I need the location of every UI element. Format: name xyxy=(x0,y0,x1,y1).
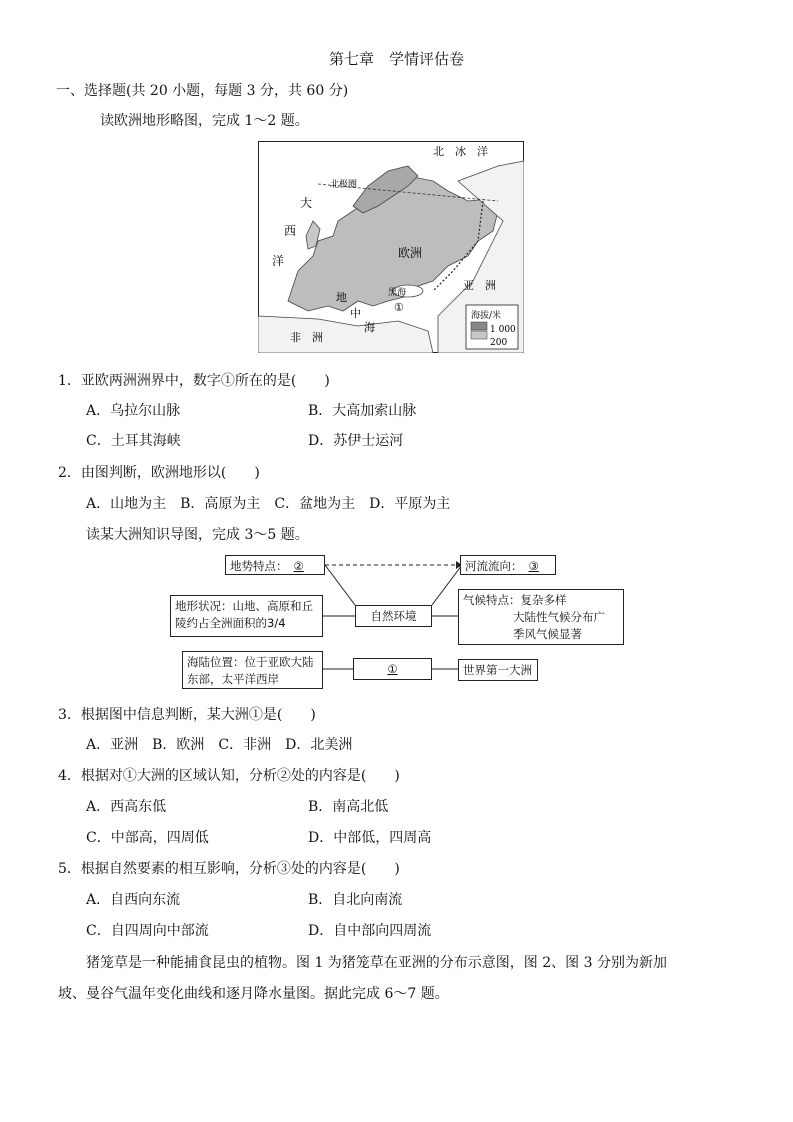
legend-title: 海拔/米 xyxy=(471,311,502,321)
q5-option-a[interactable]: A．自西向东流 xyxy=(86,892,181,908)
landform-box: 地形状况：山地、高原和丘陵约占全洲面积的3/4 xyxy=(170,595,323,637)
location-box: 海陆位置：位于亚欧大陆东部，太平洋西岸 xyxy=(182,651,323,689)
label-yang: 洋 xyxy=(272,254,285,268)
continent-box xyxy=(353,658,432,680)
river-blank: ③ xyxy=(528,559,539,573)
label-black-sea: 黑海 xyxy=(388,288,407,298)
continent-blank: ① xyxy=(387,662,398,676)
label-arctic: 北极圈 xyxy=(330,180,358,190)
q1-option-d[interactable]: D．苏伊士运河 xyxy=(308,433,404,449)
climate-line-3: 季风气候显著 xyxy=(513,627,582,641)
q2-options[interactable]: A．山地为主 B．高原为主 C．盆地为主 D．平原为主 xyxy=(86,496,451,512)
legend-swatch-high xyxy=(471,322,487,330)
q3-stem: 3．根据图中信息判断，某大洲①是( ) xyxy=(58,707,316,723)
terrain-blank: ② xyxy=(293,559,304,573)
label-med-1: 地 xyxy=(336,291,347,304)
q1-option-b[interactable]: B．大高加索山脉 xyxy=(308,403,417,419)
label-north: 北 冰 洋 xyxy=(433,145,488,158)
terrain-box xyxy=(225,555,325,575)
legend-swatch-mid xyxy=(471,331,487,339)
legend-v2: 200 xyxy=(490,338,508,348)
label-med-3: 海 xyxy=(364,321,375,334)
climate-line-2: 大陆性气候分布广 xyxy=(513,610,605,624)
river-label: 河流流向： xyxy=(465,559,523,573)
continent-mind-map xyxy=(170,553,626,693)
label-asia: 亚 洲 xyxy=(463,279,496,292)
q4-option-a[interactable]: A．西高东低 xyxy=(86,799,167,815)
q4-stem: 4．根据对①大洲的区域认知，分析②处的内容是( ) xyxy=(58,768,400,784)
q2-stem: 2．由图判断，欧洲地形以( ) xyxy=(58,465,260,481)
q5-option-c[interactable]: C．自四周向中部流 xyxy=(86,923,209,939)
label-xi: 西 xyxy=(284,224,297,238)
intro-text: 读欧洲地形略图，完成 1～2 题。 xyxy=(100,113,309,129)
page-title: 第七章 学情评估卷 xyxy=(328,50,464,68)
largest-box: 世界第一大洲 xyxy=(458,659,538,681)
climate-title: 气候特点：复杂多样 xyxy=(463,593,567,607)
q5-option-b[interactable]: B．自北向南流 xyxy=(308,892,403,908)
legend-v1: 1 000 xyxy=(490,325,516,335)
terrain-label: 地势特点： xyxy=(230,559,288,573)
q5-option-d[interactable]: D．自中部向四周流 xyxy=(308,923,432,939)
label-num1: ① xyxy=(394,301,404,314)
q5-stem: 5．根据自然要素的相互影响，分析③处的内容是( ) xyxy=(58,861,400,877)
section-heading: 一、选择题(共 20 小题，每题 3 分，共 60 分) xyxy=(56,83,349,99)
climate-box xyxy=(458,589,624,645)
q3-options[interactable]: A．亚洲 B．欧洲 C．非洲 D．北美洲 xyxy=(86,737,353,753)
q4-option-c[interactable]: C．中部高，四周低 xyxy=(86,830,209,846)
q1-stem: 1．亚欧两洲洲界中，数字①所在的是( ) xyxy=(58,373,330,389)
q1-option-c[interactable]: C．土耳其海峡 xyxy=(86,433,181,449)
intro-text-2: 读某大洲知识导图，完成 3～5 题。 xyxy=(86,527,309,543)
label-da: 大 xyxy=(300,196,313,210)
river-box xyxy=(460,555,556,575)
label-europe: 欧洲 xyxy=(398,246,423,260)
q1-option-a[interactable]: A．乌拉尔山脉 xyxy=(86,403,181,419)
q4-option-b[interactable]: B．南高北低 xyxy=(308,799,389,815)
q4-option-d[interactable]: D．中部低，四周高 xyxy=(308,830,432,846)
label-med-2: 中 xyxy=(350,307,361,320)
passage-line-1: 猪笼草是一种能捕食昆虫的植物。图 1 为猪笼草在亚洲的分布示意图，图 2、图 3 分别为新加 xyxy=(86,955,667,971)
label-africa: 非 洲 xyxy=(290,331,323,344)
europe-terrain-map xyxy=(258,141,524,353)
passage-line-2: 坡、曼谷气温年变化曲线和逐月降水量图。据此完成 6～7 题。 xyxy=(58,986,449,1002)
center-box: 自然环境 xyxy=(355,605,432,627)
